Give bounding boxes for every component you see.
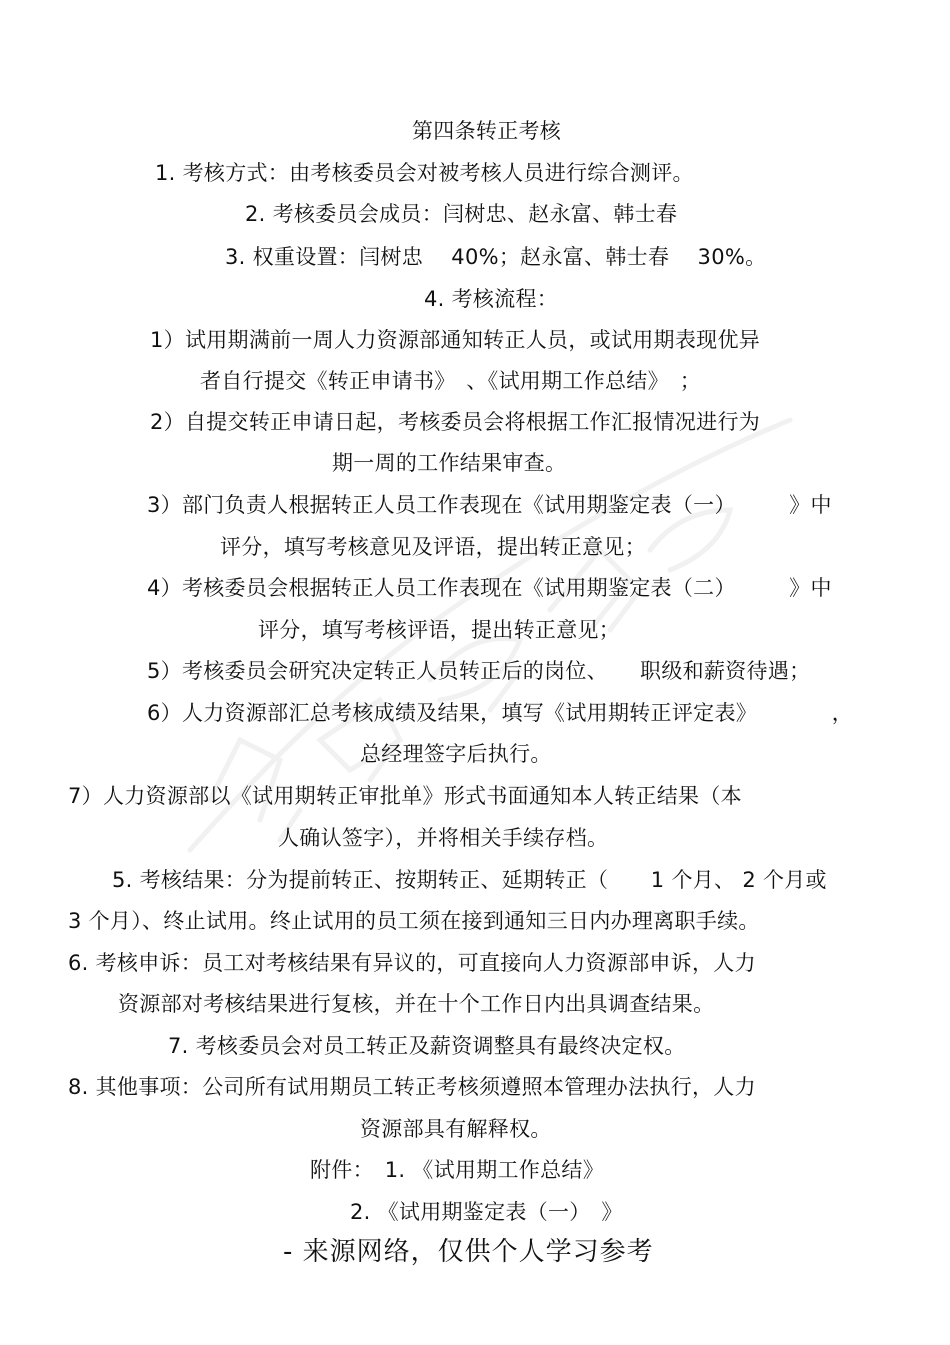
- text-line: 3）部门负责人根据转正人员工作表现在《试用期鉴定表（一） 》中: [147, 493, 832, 517]
- text-line: 资源部对考核结果进行复核，并在十个工作日内出具调查结果。: [118, 992, 715, 1016]
- text-line: 2）自提交转正申请日起，考核委员会将根据工作汇报情况进行为: [150, 410, 761, 434]
- text-line: 3. 权重设置：闫树忠 40%；赵永富、韩士春 30%。: [225, 245, 767, 269]
- text-line: 期一周的工作结果审查。: [332, 451, 567, 475]
- text-line: 5）考核委员会研究决定转正人员转正后的岗位、 职级和薪资待遇；: [147, 659, 811, 683]
- text-line: 评分，填写考核评语，提出转正意见；: [258, 618, 621, 642]
- text-line: 4）考核委员会根据转正人员工作表现在《试用期鉴定表（二） 》中: [147, 576, 832, 600]
- text-line: 资源部具有解释权。: [360, 1117, 552, 1141]
- text-line: 6. 考核申诉：员工对考核结果有异议的，可直接向人力资源部申诉，人力: [68, 951, 756, 975]
- source-footer: - 来源网络，仅供个人学习参考: [283, 1237, 654, 1267]
- text-line: 6）人力资源部汇总考核成绩及结果，填写《试用期转正评定表》 ，: [147, 701, 854, 725]
- text-line: 7. 考核委员会对员工转正及薪资调整具有最终决定权。: [168, 1034, 686, 1058]
- text-line: 7）人力资源部以《试用期转正审批单》形式书面通知本人转正结果（本: [68, 784, 742, 808]
- text-line: 人确认签字），并将相关手续存档。: [278, 826, 609, 850]
- section-title: 第四条转正考核: [412, 119, 562, 143]
- attachment-line: 附件： 1. 《试用期工作总结》: [310, 1158, 605, 1182]
- text-line: 1. 考核方式：由考核委员会对被考核人员进行综合测评。: [155, 161, 694, 185]
- attachment-line: 2. 《试用期鉴定表（一） 》: [350, 1200, 623, 1224]
- text-line: 1）试用期满前一周人力资源部通知转正人员，或试用期表现优异: [150, 328, 761, 352]
- text-line: 总经理签字后执行。: [360, 742, 552, 766]
- text-line: 2. 考核委员会成员：闫树忠、赵永富、韩士春: [245, 202, 678, 226]
- text-line: 评分，填写考核意见及评语，提出转正意见；: [220, 535, 646, 559]
- text-line: 4. 考核流程：: [424, 287, 559, 311]
- text-line: 者自行提交《转正申请书》 、《试用期工作总结》 ；: [200, 369, 701, 393]
- text-line: 3 个月）、终止试用。终止试用的员工须在接到通知三日内办理离职手续。: [68, 909, 760, 933]
- text-line: 8. 其他事项：公司所有试用期员工转正考核须遵照本管理办法执行，人力: [68, 1075, 756, 1099]
- text-line: 5. 考核结果：分为提前转正、按期转正、延期转正（ 1 个月、 2 个月或: [112, 868, 827, 892]
